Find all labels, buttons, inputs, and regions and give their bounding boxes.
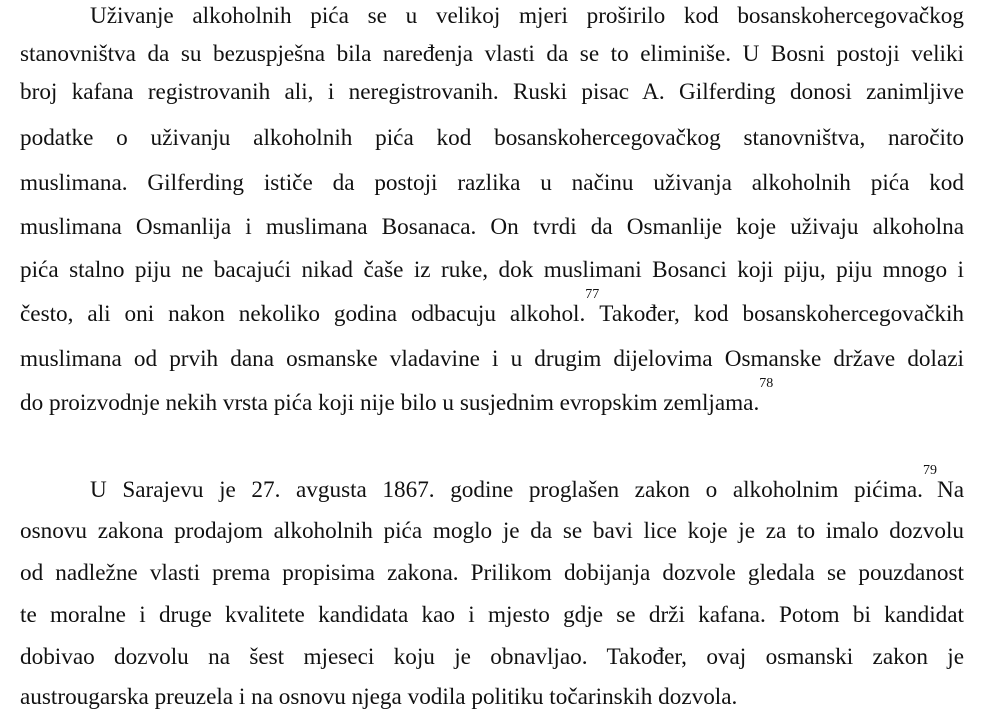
text-line: podatke o uživanju alkoholnih pića kod bosanskohercegovačkog stanovništva, naročito <box>20 125 964 151</box>
text-line <box>20 287 964 334</box>
text-line: dobivao dozvolu na šest mjeseci koju je obnavljao. Također, ovaj osmanski zakon je <box>20 644 964 670</box>
text-line: austrougarska preuzela i na osnovu njega vodila politiku točarinskih dozvola. <box>20 684 738 710</box>
text-segment: često, ali oni nakon nekoliko godina odbacuju alkohol. <box>20 301 586 327</box>
text-line: te moralne i druge kvalitete kandidata kao i mjesto gdje se drži kafana. Potom bi kandidat <box>20 602 964 628</box>
text-line: pića stalno piju ne bacajući nikad čaše iz ruke, dok muslimani Bosanci koji piju, piju mnogo i <box>20 257 964 283</box>
text-segment: Na <box>936 477 964 503</box>
text-line: osnovu zakona prodajom alkoholnih pića moglo je da se bavi lice koje je za to imalo dozvolu <box>20 518 964 544</box>
text-line: Uživanje alkoholnih pića se u velikoj mjeri proširilo kod bosanskohercegovačkog <box>90 3 964 29</box>
text-line <box>20 376 964 423</box>
text-line: muslimana. Gilferding ističe da postoji razlika u načinu uživanja alkoholnih pića kod <box>20 170 964 196</box>
text-line <box>20 463 964 510</box>
text-segment: do proizvodnje nekih vrsta pića koji nije bilo u susjednim evropskim zemljama. <box>20 390 760 416</box>
text-line: od nadležne vlasti prema propisima zakona. Prilikom dobijanja dozvole gledala se pouzdanost <box>20 560 964 586</box>
text-segment: Također, kod bosanskohercegovačkih <box>599 301 964 327</box>
text-line: muslimana Osmanlija i muslimana Bosanaca. On tvrdi da Osmanlije koje uživaju alkoholna <box>20 214 964 240</box>
text-segment: U Sarajevu je 27. avgusta 1867. godine proglašen zakon o alkoholnim pićima. <box>90 477 923 503</box>
text-line: stanovništva da su bezuspješna bila naređenja vlasti da se to eliminiše. U Bosni postoji veliki <box>20 41 964 67</box>
footnote-ref-77[interactable]: 77 <box>585 287 600 302</box>
text-line: broj kafana registrovanih ali, i neregistrovanih. Ruski pisac A. Gilferding donosi zanimljive <box>20 79 964 105</box>
footnote-ref-79[interactable]: 79 <box>922 463 937 478</box>
text-line: muslimana od prvih dana osmanske vladavine i u drugim dijelovima Osmanske države dolazi <box>20 346 964 372</box>
footnote-ref-78[interactable]: 78 <box>759 376 774 391</box>
